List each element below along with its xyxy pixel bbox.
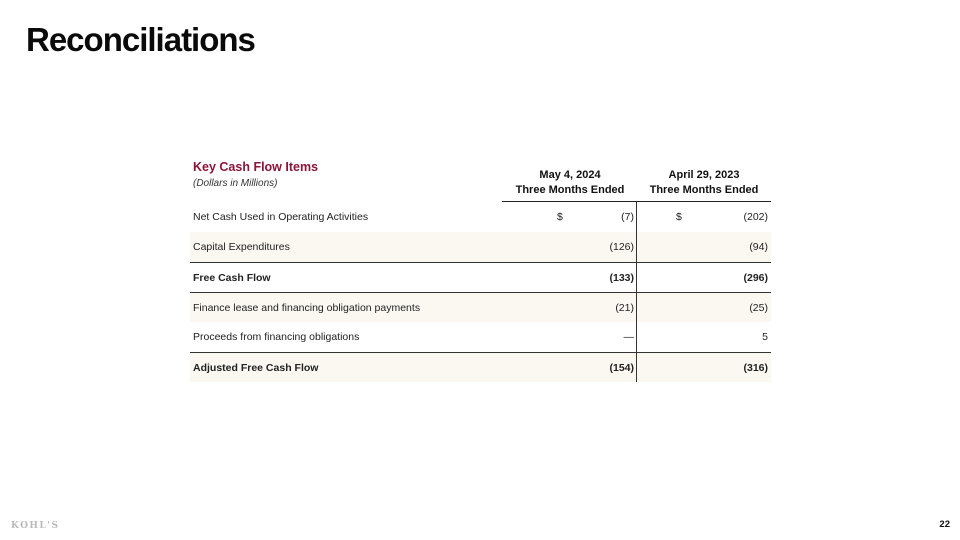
page-number: 22	[939, 519, 950, 530]
column-header-period: Three Months Ended	[515, 184, 625, 196]
table-title: Key Cash Flow Items	[193, 160, 319, 174]
page-title: Reconciliations	[26, 21, 255, 58]
currency-symbol: $	[676, 211, 682, 223]
table-row-financing-proceeds	[190, 322, 771, 352]
row-value-current: (126)	[609, 241, 634, 253]
cash-flow-table	[190, 156, 771, 382]
table-subtitle: (Dollars in Millions)	[193, 178, 278, 189]
column-header-period: Three Months Ended	[649, 184, 759, 196]
row-value-current: (7)	[621, 211, 634, 223]
row-value-prior: (94)	[749, 241, 768, 253]
row-value-prior: (316)	[743, 362, 768, 374]
table-row-adjusted-free-cash-flow	[190, 352, 771, 382]
row-label: Adjusted Free Cash Flow	[193, 362, 319, 374]
row-value-prior: (296)	[743, 272, 768, 284]
table-row-free-cash-flow	[190, 262, 771, 292]
table-row-finance-lease-payments	[190, 292, 771, 322]
row-value-current: —	[623, 331, 634, 343]
row-label: Free Cash Flow	[193, 272, 271, 284]
row-label: Finance lease and financing obligation payments	[193, 302, 421, 314]
row-value-current: (21)	[615, 302, 634, 314]
row-label: Net Cash Used in Operating Activities	[193, 211, 369, 223]
row-value-current: (154)	[609, 362, 634, 374]
currency-symbol: $	[557, 211, 563, 223]
row-label: Proceeds from financing obligations	[193, 331, 360, 343]
column-header-date: May 4, 2024	[539, 169, 601, 181]
row-value-prior: (25)	[749, 302, 768, 314]
row-value-prior: (202)	[743, 211, 768, 223]
row-value-prior: 5	[762, 331, 768, 343]
column-header-date: April 29, 2023	[668, 169, 740, 181]
table-row-capital-expenditures	[190, 232, 771, 262]
table-row-net-cash-operating	[190, 202, 771, 232]
row-value-current: (133)	[609, 272, 634, 284]
table-header	[190, 156, 771, 202]
column-header-prior	[637, 168, 771, 198]
kohls-logo: KOHL'S	[11, 521, 60, 531]
row-label: Capital Expenditures	[193, 241, 290, 253]
column-divider	[636, 202, 637, 382]
column-header-current	[503, 168, 637, 198]
